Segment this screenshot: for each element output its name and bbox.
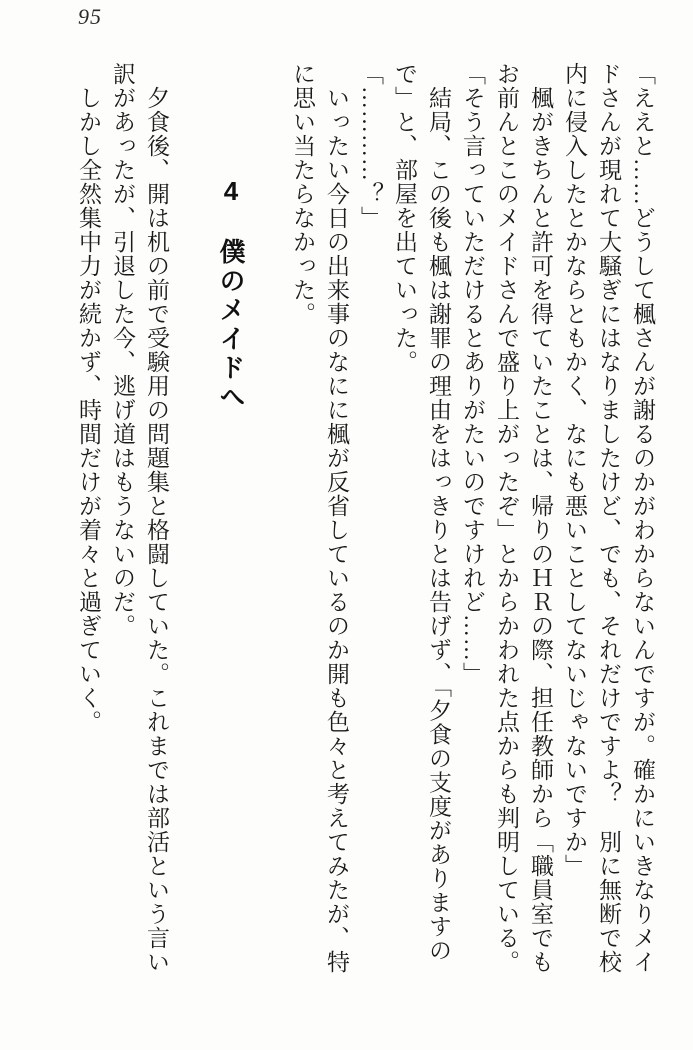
text-line: 夕食後、開は机の前で受験用の問題集と格闘していた。これまでは部活という言い: [144, 62, 169, 974]
text-line: で」と、部屋を出ていった。: [392, 62, 417, 374]
text-line: 結局、この後も楓は謝罪の理由をはっきりとは告げず、「夕食の支度がありますの: [426, 62, 451, 963]
text-line: に思い当たらなかった。: [290, 62, 315, 326]
text-line: しかし全然集中力が続かず、時間だけが着々と過ぎていく。: [76, 62, 101, 734]
text-line: 「そう言っていただけるとありがたいのですけれど……」: [460, 62, 485, 686]
text-line: お前んとこのメイドさんで盛り上がったぞ」とからかわれた点からも判明している。: [494, 62, 519, 974]
text-line: 楓がきちんと許可を得ていたことは、帰りのＨＲの際、担任教師から「職員室でも: [528, 62, 553, 974]
text-line: 内に侵入したとかならともかく、なにも悪いことしてないじゃないですか」: [562, 62, 587, 878]
text-line: いったい今日の出来事のなにに楓が反省しているのか開も色々と考えてみたが、特: [324, 62, 349, 974]
text-line: ドさんが現れて大騒ぎにはなりましたけど、でも、それだけですよ？ 別に無断で校: [596, 62, 621, 974]
text-line: 「ええと……どうして楓さんが謝るのかがわからないんですが。確かにいきなりメイ: [630, 62, 655, 974]
section-heading: 4 僕のメイドへ: [216, 176, 246, 412]
vertical-text-block: [71, 62, 659, 982]
text-line: 訳があったが、引退した今、逃げ道はもうないのだ。: [110, 62, 135, 638]
page-number: 95: [78, 4, 102, 29]
text-line: 「…………？」: [358, 62, 383, 230]
